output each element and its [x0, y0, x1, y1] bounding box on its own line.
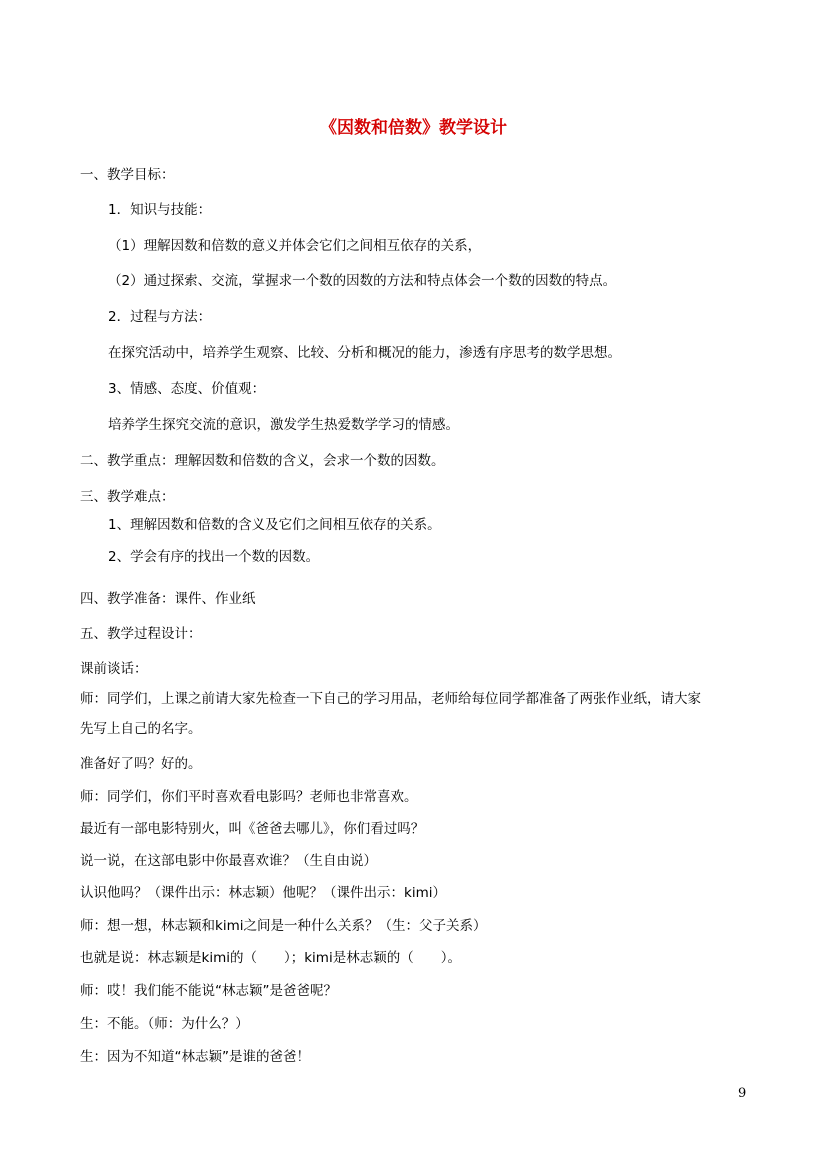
paragraph-line: 也就是说：林志颖是kimi的（ ）；kimi是林志颖的（ ）。	[80, 950, 461, 966]
section-heading-difficulties: 三、教学难点：	[80, 489, 175, 505]
subheading-process-methods: 2．过程与方法：	[108, 309, 212, 325]
difficulty-item: 1、理解因数和倍数的含义及它们之间相互依存的关系。	[108, 517, 441, 533]
paragraph-line: 认识他吗？（课件出示：林志颖）他呢？（课件出示：kimi）	[80, 885, 446, 901]
page-number: 9	[738, 1086, 747, 1101]
section-heading-process-design: 五、教学过程设计：	[80, 626, 202, 642]
document-title: 《因数和倍数》教学设计	[320, 118, 507, 138]
paragraph-line: 师：哎！我们能不能说“林志颖”是爸爸呢？	[80, 983, 337, 999]
section-heading-key-points: 二、教学重点：理解因数和倍数的含义，会求一个数的因数。	[80, 453, 445, 469]
paragraph-line: 最近有一部电影特别火，叫《爸爸去哪儿》，你们看过吗？	[80, 821, 425, 837]
section-heading-objectives: 一、教学目标：	[80, 167, 175, 183]
subheading-knowledge-skills: 1．知识与技能：	[108, 202, 212, 218]
paragraph-line: 师：想一想，林志颖和kimi之间是一种什么关系？（生：父子关系）	[80, 918, 487, 934]
objective-item: （1）理解因数和倍数的意义并体会它们之间相互依存的关系，	[108, 238, 482, 254]
paragraph-line: 师：同学们，你们平时喜欢看电影吗？老师也非常喜欢。	[80, 789, 418, 805]
paragraph-line: 课前谈话：	[80, 661, 148, 677]
paragraph-line: 师：同学们，上课之前请大家先检查一下自己的学习用品，老师给每位同学都准备了两张作业纸，请大家	[80, 691, 701, 707]
objective-item: 培养学生探究交流的意识，激发学生热爱数学学习的情感。	[108, 417, 459, 433]
objective-item: 在探究活动中，培养学生观察、比较、分析和概况的能力，渗透有序思考的数学思想。	[108, 345, 621, 361]
paragraph-line: 说一说，在这部电影中你最喜欢谁？（生自由说）	[80, 853, 377, 869]
paragraph-line: 先写上自己的名字。	[80, 721, 202, 737]
section-heading-preparation: 四、教学准备：课件、作业纸	[80, 591, 256, 607]
paragraph-line: 生：因为不知道“林志颖”是谁的爸爸！	[80, 1049, 310, 1065]
subheading-emotion-values: 3、情感、态度、价值观：	[108, 381, 266, 397]
difficulty-item: 2、学会有序的找出一个数的因数。	[108, 549, 320, 565]
objective-item: （2）通过探索、交流，掌握求一个数的因数的方法和特点体会一个数的因数的特点。	[108, 273, 617, 289]
paragraph-line: 准备好了吗？好的。	[80, 756, 202, 772]
paragraph-line: 生：不能。（师：为什么？）	[80, 1016, 249, 1032]
